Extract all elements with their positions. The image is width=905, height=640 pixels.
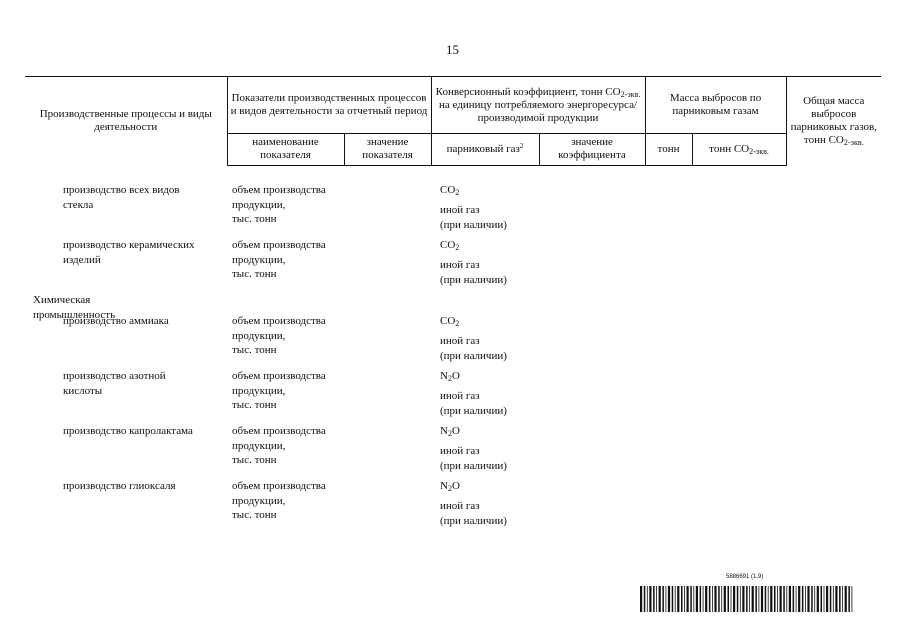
- emissions-table-header: [25, 76, 881, 166]
- gas-other: иной газ (при наличии): [440, 500, 507, 527]
- header-mass: Масса выбросов по парниковым газам: [645, 77, 786, 134]
- gas-other: иной газ (при наличии): [440, 204, 507, 231]
- gas-other: иной газ (при наличии): [440, 390, 507, 417]
- indicator-name: объем производства продукции, тыс. тонн: [232, 184, 326, 225]
- process-name: производство глиоксаля: [63, 480, 176, 492]
- gas-main: $CO_2$: [440, 239, 460, 252]
- header-total: Общая масса выбросов парниковых газов, тонн $CO_{2-экв.}$: [786, 77, 881, 166]
- header-conversion: Конверсионный коэффициент, тонн $CO_{2-экв.}$ на единицу потребляемого энергоресурса/ производимой продукции: [431, 77, 645, 134]
- header-tonn: тонн: [645, 134, 692, 166]
- indicator-name: объем производства продукции, тыс. тонн: [232, 315, 326, 356]
- indicator-name: объем производства продукции, тыс. тонн: [232, 425, 326, 466]
- page-number: 15: [446, 42, 459, 57]
- gas-main: $N_2O$: [440, 370, 460, 383]
- barcode-text: 5886691 (1.9): [726, 574, 764, 580]
- header-gas: парниковый газ$^2$: [431, 134, 539, 166]
- process-name: производство капролактама: [63, 425, 193, 437]
- process-name: производство всех видов стекла: [63, 184, 180, 211]
- section-title: Химическая промышленность: [33, 294, 116, 321]
- gas-main: $CO_2$: [440, 315, 460, 328]
- gas-other: иной газ (при наличии): [440, 445, 507, 472]
- gas-other: иной газ (при наличии): [440, 259, 507, 286]
- process-name: производство аммиака: [63, 315, 169, 327]
- process-name: производство керамических изделий: [63, 239, 195, 266]
- header-indicator-value: значение показателя: [344, 134, 431, 166]
- header-indicators: Показатели производственных процессов и видов деятельности за отчетный период: [227, 77, 431, 134]
- header-process: Производственные процессы и виды деятельности: [25, 77, 227, 166]
- indicator-name: объем производства продукции, тыс. тонн: [232, 480, 326, 521]
- barcode: [640, 574, 855, 614]
- indicator-name: объем производства продукции, тыс. тонн: [232, 370, 326, 411]
- process-name: производство азотной кислоты: [63, 370, 166, 397]
- indicator-name: объем производства продукции, тыс. тонн: [232, 239, 326, 280]
- barcode-icon: [640, 586, 855, 612]
- gas-main: $CO_2$: [440, 184, 460, 197]
- header-coef-value: значение коэффициента: [539, 134, 645, 166]
- gas-main: $N_2O$: [440, 425, 460, 438]
- header-tonn-co2: тонн $CO_{2-экв.}$: [692, 134, 786, 166]
- gas-main: $N_2O$: [440, 480, 460, 493]
- gas-other: иной газ (при наличии): [440, 335, 507, 362]
- header-indicator-name: наименование показателя: [227, 134, 344, 166]
